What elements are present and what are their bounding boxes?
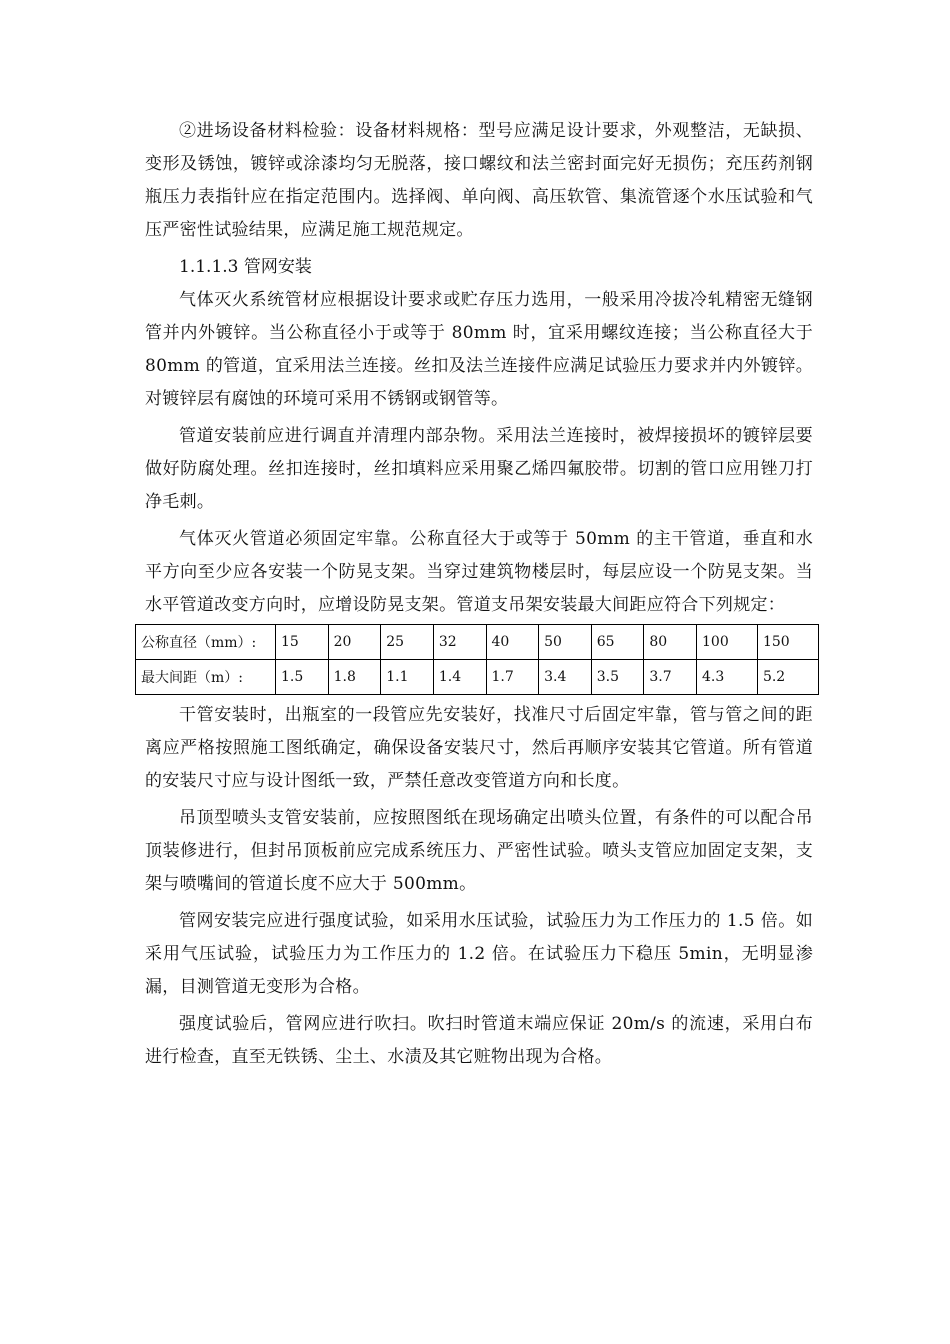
section-heading: 1.1.1.3 管网安装 — [179, 257, 312, 277]
table-cell: 1.8 — [328, 660, 381, 695]
table-cell: 150 — [757, 625, 818, 660]
table-cell: 80 — [644, 625, 697, 660]
table-cell: 4.3 — [697, 660, 758, 695]
table-row — [136, 625, 819, 660]
paragraph: 气体灭火系统管材应根据设计要求或贮存压力选用，一般采用冷拔冷轧精密无缝钢管并内外镀锌。当公称直径小于或等于 80mm 时，宜采用螺纹连接；当公称直径大于 80mm 的管道，宜采用法兰连接。丝扣及法兰连接件应满足试验压力要求并内外镀锌。对镀锌层有腐蚀的环境可采用不锈钢或钢管等。 — [145, 290, 813, 409]
table-cell: 25 — [381, 625, 434, 660]
paragraph: 管道安装前应进行调直并清理内部杂物。采用法兰连接时，被焊接损坏的镀锌层要做好防腐处理。丝扣连接时，丝扣填料应采用聚乙烯四氟胶带。切割的管口应用锉刀打净毛刺。 — [145, 426, 813, 512]
paragraph: 强度试验后，管网应进行吹扫。吹扫时管道末端应保证 20m/s 的流速，采用白布进行检查，直至无铁锈、尘土、水渍及其它赃物出现为合格。 — [145, 1014, 813, 1067]
table-cell: 15 — [276, 625, 329, 660]
document-page — [141, 115, 813, 1074]
table-row — [136, 660, 819, 695]
table-row-label: 公称直径（mm）: — [136, 625, 276, 660]
paragraph: 干管安装时，出瓶室的一段管应先安装好，找准尺寸后固定牢靠，管与管之间的距离应严格按照施工图纸确定，确保设备安装尺寸，然后再顺序安装其它管道。所有管道的安装尺寸应与设计图纸一致，严禁任意改变管道方向和长度。 — [145, 705, 813, 791]
table-cell: 3.5 — [591, 660, 644, 695]
table-cell: 100 — [697, 625, 758, 660]
paragraph: 气体灭火管道必须固定牢靠。公称直径大于或等于 50mm 的主干管道，垂直和水平方向至少应各安装一个防晃支架。当穿过建筑物楼层时，每层应设一个防晃支架。当水平管道改变方向时，应增设防晃支架。管道支吊架安装最大间距应符合下列规定： — [145, 529, 813, 615]
table-cell: 1.1 — [381, 660, 434, 695]
table-cell: 3.7 — [644, 660, 697, 695]
table-cell: 1.4 — [433, 660, 486, 695]
table-cell: 3.4 — [539, 660, 592, 695]
table-row-label: 最大间距（m）: — [136, 660, 276, 695]
paragraph: 吊顶型喷头支管安装前，应按照图纸在现场确定出喷头位置，有条件的可以配合吊顶装修进行，但封吊顶板前应完成系统压力、严密性试验。喷头支管应加固定支架，支架与喷嘴间的管道长度不应大于 500mm。 — [145, 808, 813, 894]
table-cell: 1.7 — [486, 660, 539, 695]
pipe-support-spacing-table — [135, 624, 819, 695]
table-cell: 5.2 — [757, 660, 818, 695]
table-cell: 40 — [486, 625, 539, 660]
paragraph: ②进场设备材料检验：设备材料规格：型号应满足设计要求，外观整洁，无缺损、变形及锈蚀，镀锌或涂漆均匀无脱落，接口螺纹和法兰密封面完好无损伤；充压药剂钢瓶压力表指针应在指定范围内。选择阀、单向阀、高压软管、集流管逐个水压试验和气压严密性试验结果，应满足施工规范规定。 — [145, 121, 813, 240]
table-cell: 20 — [328, 625, 381, 660]
paragraph: 管网安装完应进行强度试验，如采用水压试验，试验压力为工作压力的 1.5 倍。如采用气压试验，试验压力为工作压力的 1.2 倍。在试验压力下稳压 5min，无明显渗漏，目测管道无变形为合格。 — [145, 911, 813, 997]
table-cell: 50 — [539, 625, 592, 660]
table-cell: 65 — [591, 625, 644, 660]
table-cell: 32 — [433, 625, 486, 660]
table-cell: 1.5 — [276, 660, 329, 695]
